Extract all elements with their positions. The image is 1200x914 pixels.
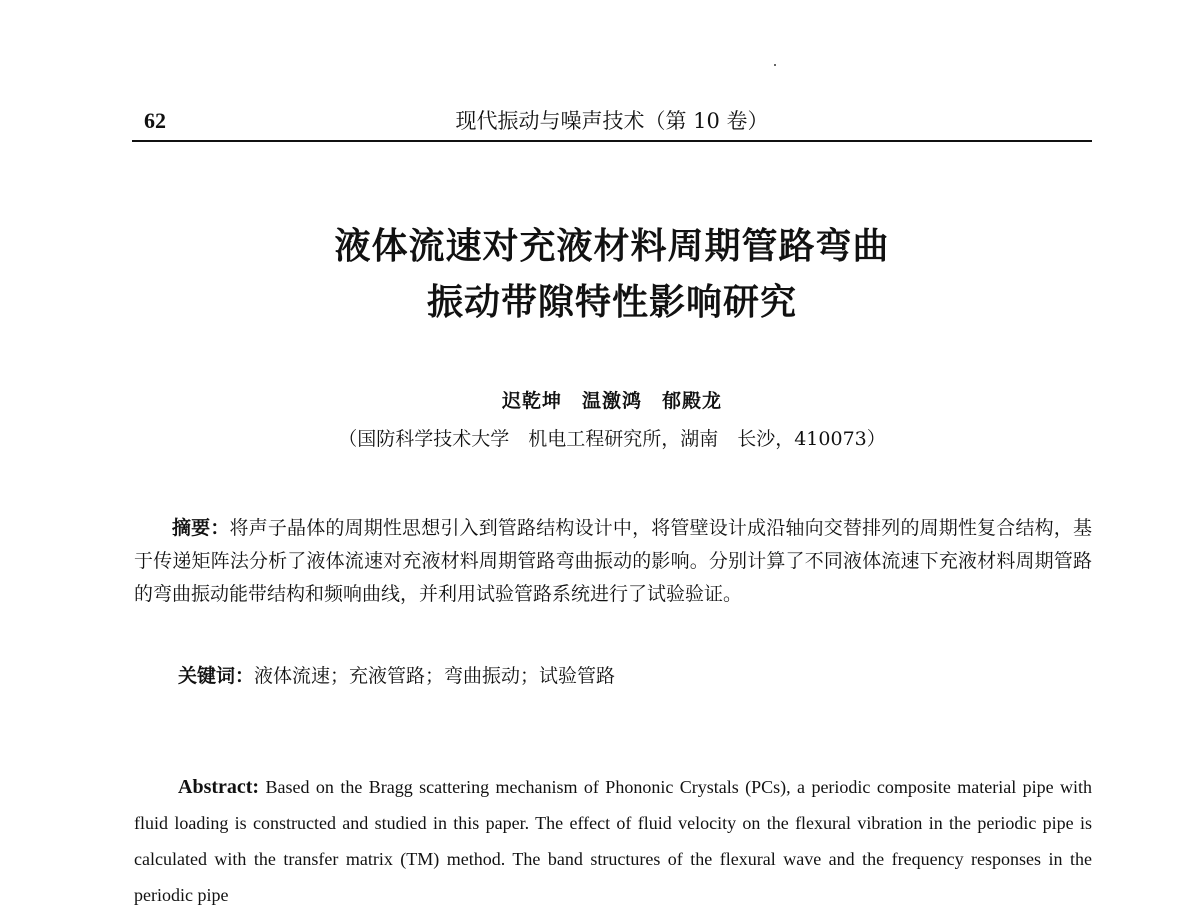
abstract-english-text: Based on the Bragg scattering mechanism of Phononic Crystals (PCs), a periodic composite material pipe with fluid loading is constructed and studied in this paper. The effect of fluid velocity on the flexural vibration in the periodic pipe is calculated with the transfer matrix (TM) method. The band structures of the flexural wave and the frequency responses in the periodic pipe: [134, 777, 1093, 905]
abstract-english-label: Abstract:: [178, 776, 260, 798]
abstract-english: [134, 769, 1092, 913]
keywords-text: 液体流速；充液管路；弯曲振动；试验管路: [254, 665, 616, 687]
page-number: 62: [144, 108, 166, 133]
scan-speck: [774, 64, 776, 66]
abstract-chinese-label: 摘要：: [172, 517, 230, 539]
keywords-chinese: [178, 661, 1078, 688]
journal-title: 现代振动与噪声技术（第 10 卷）: [455, 109, 769, 133]
paper-title-line-1: 液体流速对充液材料周期管路弯曲: [334, 225, 890, 267]
affiliation: （国防科学技术大学 机电工程研究所，湖南 长沙，410073）: [338, 428, 886, 450]
keywords-label: 关键词：: [178, 665, 255, 687]
author-list: 迟乾坤 温激鸿 郁殿龙: [501, 390, 722, 412]
running-header: [132, 100, 1092, 142]
abstract-chinese-text: 将声子晶体的周期性思想引入到管路结构设计中，将管壁设计成沿轴向交替排列的周期性复合结构，基于传递矩阵法分析了液体流速对充液材料周期管路弯曲振动的影响。分别计算了不同液体流速下充液材料周期管路的弯曲振动能带结构和频响曲线，并利用试验管路系统进行了试验验证。: [134, 517, 1092, 605]
paper-title: [132, 218, 1092, 330]
abstract-chinese: [134, 512, 1092, 611]
paper-title-line-2: 振动带隙特性影响研究: [426, 281, 797, 323]
